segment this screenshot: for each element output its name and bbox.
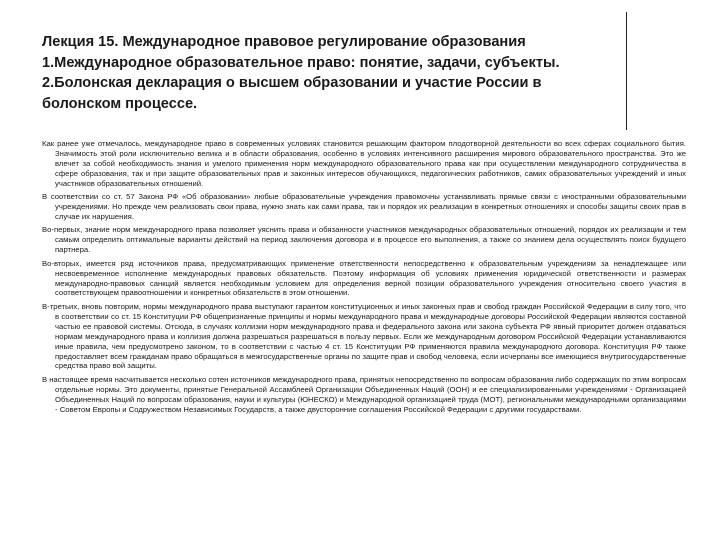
paragraph-second-point: Во-вторых, имеется ряд источников права, предусматривающих применение ответственности непосредственно к образовательным учреждениям за ненадлежащее или несвоевременное исполнение международных правовых обязательств. Поэтому информация об условиях применения юридической ответственности и размерах международно-правовых санкций является необходимым условием для определения верной позиции образовательного учреждения относительно своего участия в соответствующем правоотношении и конкретных обязательств в этом отношении. <box>42 258 686 298</box>
title-line-topic-1: 1.Международное образовательное право: понятие, задачи, субъекты. <box>42 54 560 71</box>
paragraph-law-article-57: В соответствии со ст. 57 Закона РФ «Об образовании» любые образовательные учреждения правомочны устанавливать прямые связи с иностранными образовательными учреждениями. Но прежде чем реализовать свои права, нужно знать как сами права, так и порядок их реализации в конкретных отношениях и способы защиты своих прав в случае их нарушения. <box>42 192 686 221</box>
paragraph-third-point: В-третьих, вновь повторим, нормы международного права выступают гарантом конституционных и иных законных прав и свобод граждан Российской Федерации в силу того, что в соответствии со ст. 15 Конституции РФ общепризнанные принципы и нормы международного права и международные договоры Российской Федерации являются составной частью ее правовой системы. Отсюда, в случаях коллизии норм международного права и федерального закона или закона субъекта РФ явный приоритет должен отдаваться нормам международного права и коллизия должна разрешаться разрешаться в пользу первых. Если же международным договором Российской Федерации устанавливаются иные правила, чем предусмотрено законом, то в соответствии с частью 4 ст. 15 Конституции РФ применяются правила международного договора. Конституция РФ также предоставляет всем гражданам право обращаться в межгосударственные органы по защите прав и свобод человека, если исчерпаны все имеющиеся внутригосударственные средства право вой защиты. <box>42 301 686 371</box>
title-line-lecture: Лекция 15. Международное правовое регулирование образования <box>42 34 526 50</box>
title-line-topic-2: 2.Болонская декларация о высшем образовании и участие России в <box>42 75 542 91</box>
paragraph-sources: В настоящее время насчитывается несколько сотен источников международного права, принятых непосредственно по вопросам образования либо содержащих по этим вопросам отдельные нормы. Это документы, принятые Генеральной Ассамблеей Организации Объединенных Наций (ООН) и ее специализированными учреждениями - Организацией Объединенных Наций по вопросам образования, науки и культуры (ЮНЕСКО) и Международной организацией труда (МОТ), региональными международными организациями - Советом Европы и Содружеством Независимых Государств, а также двусторонние соглашения Российской Федерации с другими государствами. <box>42 374 686 414</box>
vertical-divider-line <box>626 12 627 130</box>
paragraph-first-point: Во-первых, знание норм международного права позволяет уяснить права и обязанности участников международных образовательных отношений, порядок их реализации и тем самым определить оптимальные варианты действий на период заключения договора и в процессе его выполнения, а также со знанием дела осуществлять поиск будущего партнера. <box>42 225 686 255</box>
slide-title <box>42 32 612 114</box>
paragraph-intro: Как ранее уже отмечалось, международное право в современных условиях становится решающим фактором плодотворной деятельности во всех сферах социального бытия. Значимость этой роли исключительно велика и в области образования, особенно в условиях интенсивного расширения мирового образовательного пространства. Это же влечет за собой необходимость знания и умелого применения норм международного образовательного права как при осуществлении международного сотрудничества в сфере образования, так и при защите образовательных прав и законных интересов обучающихся, педагогических работников, самих образовательных учреждений и иных участников образовательных отношений. <box>42 139 686 188</box>
title-line-topic-2-cont: болонском процессе. <box>42 95 198 112</box>
slide-body <box>42 139 686 418</box>
